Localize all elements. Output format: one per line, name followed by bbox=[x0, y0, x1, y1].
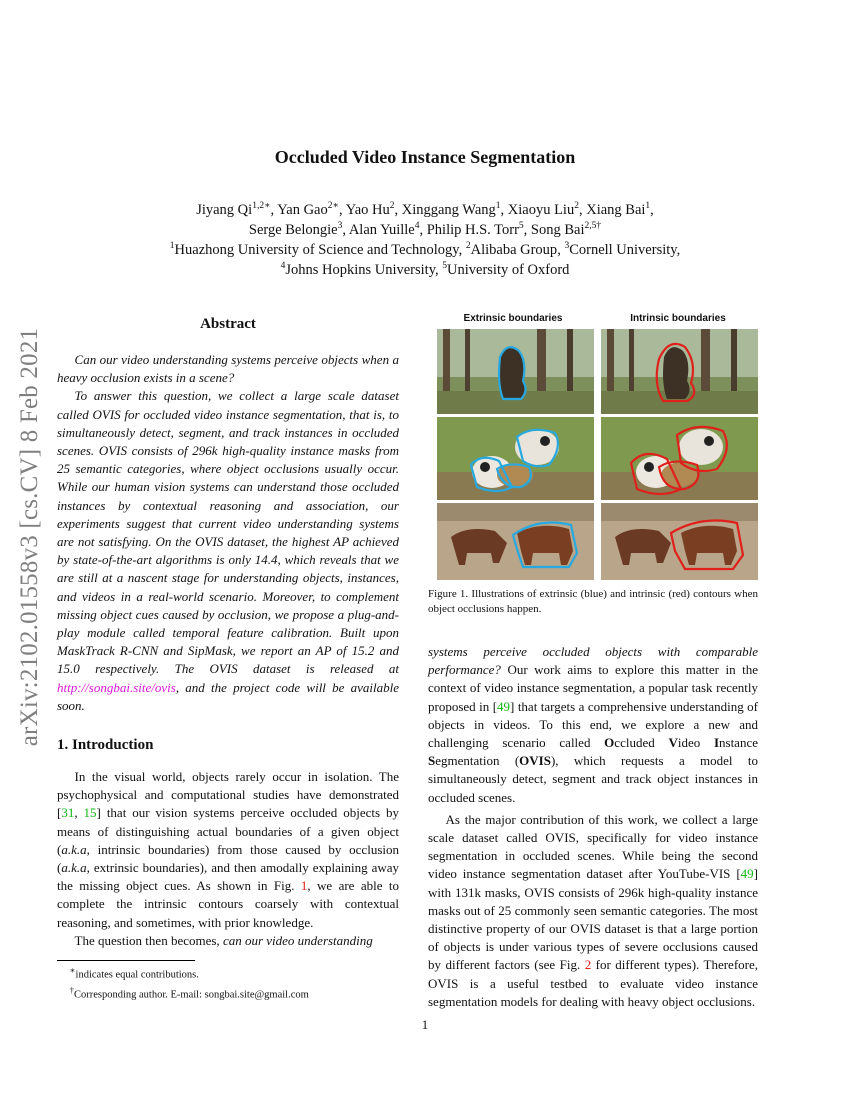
paper-title: Occluded Video Instance Segmentation bbox=[274, 147, 576, 167]
arxiv-id: arXiv:2102.01558v3 [cs.CV] 8 Feb 2021 bbox=[16, 327, 43, 747]
footnote: †Corresponding author. E-mail: songbai.site@gmail.com bbox=[69, 984, 309, 1000]
figure-column-label-intrinsic: Intrinsic boundaries bbox=[630, 313, 726, 324]
author: Xiang Bai bbox=[586, 202, 646, 218]
figure-ref-link[interactable]: 2 bbox=[584, 957, 592, 973]
citation-link[interactable]: 49 bbox=[497, 698, 511, 714]
footnote-rule bbox=[57, 960, 195, 961]
arxiv-stamp bbox=[8, 297, 52, 777]
author: Alan Yuille bbox=[348, 222, 415, 238]
affiliation: Alibaba Group bbox=[470, 242, 558, 258]
author: Song Bai bbox=[530, 222, 585, 238]
intro-paragraph: In the visual world, objects rarely occur in isolation. The psychophysical and computational studies have demonstrated [31, 15] that our vision systems perceive occluded objects by means of distinguishing actual boundaries of a given object (a.k.a, intrinsic boundaries) from those caused by occlusion (a.k.a, extrinsic boundaries), and then amodally explaining away the missing object cues. As shown in Fig. 1, we are able to complete the intrinsic contours coarsely with contextual reasoning, and sometimes, with prior knowledge. bbox=[57, 769, 400, 930]
citation-link[interactable]: 49 bbox=[740, 866, 754, 882]
author-block bbox=[80, 200, 770, 280]
author-line-2: Serge Belongie$^3$, Alan Yuille$^4$, Philip H.S. Torr$^5$, Song Bai$^{2,5\dagger}$ bbox=[248, 221, 602, 238]
footnotes bbox=[57, 963, 399, 1002]
figure-column-label-extrinsic: Extrinsic boundaries bbox=[463, 313, 563, 324]
body-paragraph: systems perceive occluded objects with comparable performance? Our work aims to explore this matter in the context of video instance segmentation, a popular task recently proposed in [49] that targets a comprehensive understanding of objects in videos. To this end, we explore a new and challenging scenario called Occluded Video Instance Segmentation (OVIS), which requests a model to simultaneously detect, segment and track object instances in occluded scenes. bbox=[428, 644, 758, 805]
author: Xinggang Wang bbox=[401, 202, 496, 218]
author-line-1: Jiyang $Qi^{1,2∗}$, Yan Gao$^{2∗}$, Yao Hu$^2$, Xinggang Wang$^1$, Xiaoyu Liu$^2$, Xiang Bai$^1$, bbox=[196, 201, 654, 218]
author: Serge Belongie bbox=[248, 222, 338, 238]
abstract-paragraph: Can our video understanding systems perceive objects when a heavy occlusion exists in a scene? bbox=[57, 352, 399, 386]
page-number: 1 bbox=[421, 1017, 429, 1032]
figure-image-bear-extrinsic bbox=[437, 329, 594, 414]
figure-image-cattle-extrinsic bbox=[437, 503, 594, 580]
affiliation: Cornell University bbox=[569, 242, 677, 258]
intro-body bbox=[57, 768, 399, 950]
author: Jiyang Qi bbox=[196, 202, 253, 218]
author: Yan Gao bbox=[277, 202, 328, 218]
figure-image-panda-intrinsic bbox=[601, 417, 758, 500]
author: Xiaoyu Liu bbox=[507, 202, 575, 218]
dataset-link[interactable]: http://songbai.site/ovis bbox=[57, 679, 176, 695]
citation-link[interactable]: 31 bbox=[61, 805, 75, 821]
body-paragraph: As the major contribution of this work, we collect a large scale dataset called OVIS, specifically for video instance segmentation in occluded scenes. While being the second video instance segmentation dataset after YouTube-VIS [49] with 131k masks, OVIS consists of 296k high-quality instance masks out of 25 commonly seen semantic categories. The most distinctive property of our OVIS dataset is that a large portion of objects is under various types of severe occlusions caused by different factors (see Fig. 2 for different types). Therefore, OVIS is a useful testbed to evaluate video instance segmentation models for dealing with heavy object occlusions. bbox=[428, 811, 759, 1009]
figure-image-bear-intrinsic bbox=[601, 329, 758, 414]
affiliation-line-2: $^4$Johns Hopkins University, $^5$University of Oxford bbox=[280, 261, 570, 278]
author: Yao Hu bbox=[345, 202, 390, 218]
abstract-heading: Abstract bbox=[200, 316, 256, 332]
figure-ref-link[interactable]: 1 bbox=[300, 878, 308, 894]
figure-1-caption: Figure 1. Illustrations of extrinsic (blue) and intrinsic (red) contours when object occlusions happen. bbox=[428, 588, 758, 615]
affiliation: University of Oxford bbox=[447, 262, 570, 278]
footnote: ∗indicates equal contributions. bbox=[69, 965, 199, 981]
affiliation-line-1: $^1$Huazhong University of Science and Technology, $^2$Alibaba Group, $^3$Cornell University, bbox=[169, 241, 681, 258]
right-column-body bbox=[428, 643, 758, 1011]
figure-image-panda-extrinsic bbox=[437, 417, 594, 500]
intro-paragraph: The question then becomes, can our video understanding bbox=[74, 932, 373, 948]
section-heading-introduction: 1. Introduction bbox=[57, 737, 154, 753]
affiliation: Johns Hopkins University bbox=[285, 262, 436, 278]
abstract-paragraph: To answer this question, we collect a large scale dataset called OVIS for occluded video instance segmentation, that is, to simultaneously detect, segment, and track instances in occluded scenes. OVIS consists of 296k high-quality instance masks from 25 semantic categories, where object occlusions usually occur. While our human vision systems can understand those occluded instances by contextual reasoning and association, our experiments suggest that current video understanding systems are not satisfying. On the OVIS dataset, the highest AP achieved by state-of-the-art algorithms is only 14.4, which reveals that we are still at a nascent stage for understanding objects, instances, and videos in a real-world scenario. Moreover, to complement missing object cues caused by occlusion, we propose a plug-and-play module called temporal feature calibration. Built upon MaskTrack R-CNN and SipMask, we report an AP of 15.2 and 15.0 respectively. The OVIS dataset is released at http://songbai.site/ovis, and the project code will be available soon. bbox=[57, 388, 399, 713]
citation-link[interactable]: 15 bbox=[83, 805, 97, 821]
affiliation: Huazhong University of Science and Technology bbox=[174, 242, 459, 258]
figure-image-cattle-intrinsic bbox=[601, 503, 758, 580]
abstract-body bbox=[57, 351, 399, 715]
author: Philip H.S. Torr bbox=[426, 222, 519, 238]
